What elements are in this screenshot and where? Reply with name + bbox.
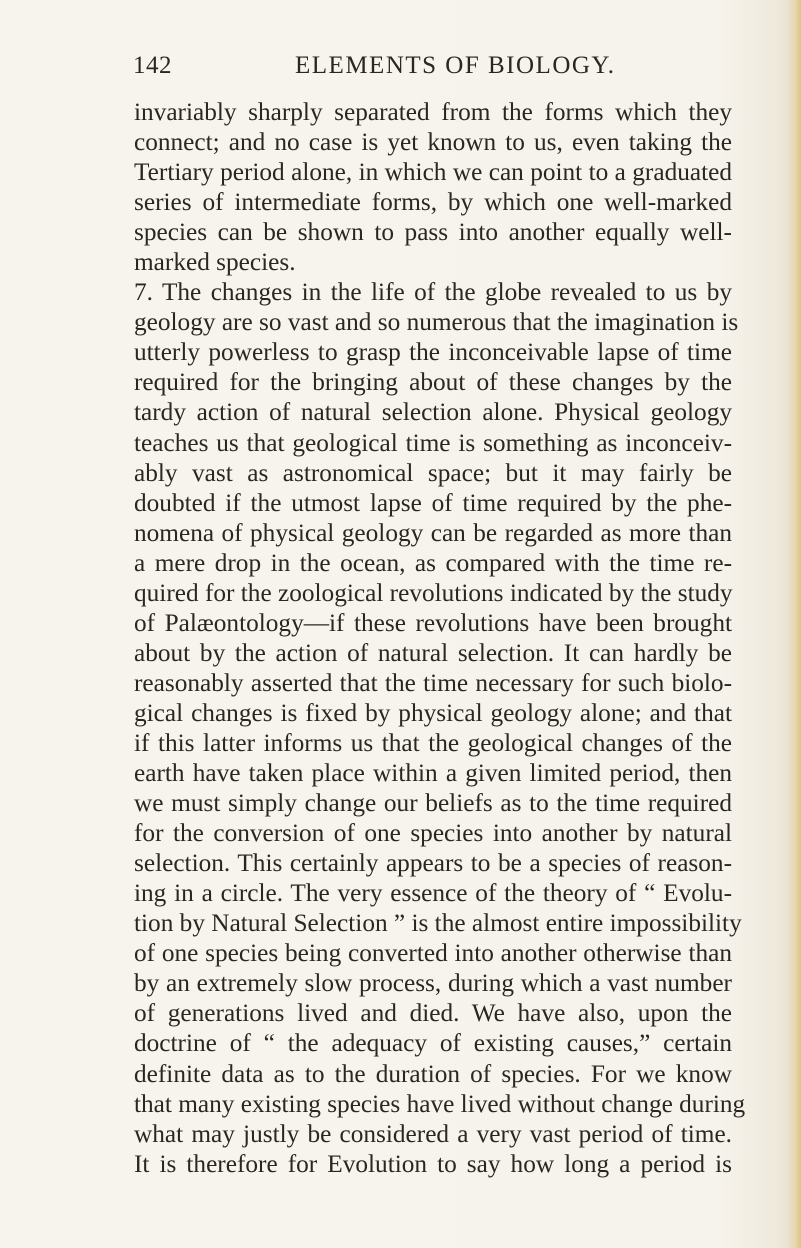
- text-line: teaches us that geological time is something as inconceiv-: [134, 428, 732, 457]
- text-line: quired for the zoological revolutions indicated by the study: [134, 578, 733, 607]
- text-line: nomena of physical geology can be regarded as more than: [134, 518, 732, 547]
- text-line: 7. The changes in the life of the globe revealed to us by: [134, 278, 732, 307]
- text-line: invariably sharply separated from the forms which they: [134, 98, 732, 126]
- page-edge-shadow: [787, 0, 801, 1248]
- text-line: tardy action of natural selection alone. Physical geology: [134, 398, 732, 427]
- text-line: reasonably asserted that the time necessary for such biolo-: [134, 668, 732, 697]
- text-line: of generations lived and died. We have also, upon the: [134, 999, 732, 1028]
- text-line: by an extremely slow process, during which a vast number: [134, 969, 732, 998]
- page-number: 142: [133, 52, 172, 79]
- text-line: for the conversion of one species into another by natural: [134, 819, 732, 848]
- text-line: what may justly be considered a very vast period of time.: [134, 1119, 732, 1148]
- text-line: It is therefore for Evolution to say how long a period is: [134, 1149, 732, 1178]
- text-line: doubted if the utmost lapse of time required by the phe-: [134, 488, 732, 517]
- text-line: of Palæontology—if these revolutions have been brought: [134, 608, 732, 637]
- text-line: if this latter informs us that the geological changes of the: [134, 728, 732, 757]
- text-line: ably vast as astronomical space; but it may fairly be: [134, 458, 732, 487]
- text-line: a mere drop in the ocean, as compared with the time re-: [134, 548, 732, 577]
- text-line: gical changes is fixed by physical geology alone; and that: [134, 698, 732, 727]
- text-line: geology are so vast and so numerous that the imagination is: [134, 308, 739, 337]
- text-line: selection. This certainly appears to be a species of reason-: [134, 849, 732, 878]
- text-line: required for the bringing about of these changes by the: [134, 368, 732, 397]
- text-line: utterly powerless to grasp the inconceivable lapse of time: [134, 338, 732, 367]
- text-line: tion by Natural Selection ” is the almost entire impossibility: [134, 909, 742, 938]
- body-text: [134, 97, 746, 1179]
- text-line: of one species being converted into another otherwise than: [134, 939, 732, 968]
- text-line: ing in a circle. The very essence of the theory of “ Evolu-: [134, 879, 732, 908]
- text-line: doctrine of “ the adequacy of existing causes,” certain: [134, 1029, 732, 1058]
- text-line: species can be shown to pass into another equally well-: [134, 218, 732, 247]
- text-line: connect; and no case is yet known to us, even taking the: [134, 128, 732, 157]
- text-line: earth have taken place within a given limited period, then: [134, 759, 732, 788]
- text-line: Tertiary period alone, in which we can point to a graduated: [134, 158, 732, 187]
- text-line: that many existing species have lived without change during: [134, 1089, 746, 1118]
- page-header: [133, 52, 731, 86]
- text-line: series of intermediate forms, by which one well-marked: [134, 188, 732, 217]
- text-line: about by the action of natural selection. It can hardly be: [134, 638, 732, 667]
- text-line: marked species.: [134, 248, 296, 277]
- text-line: we must simply change our beliefs as to the time required: [134, 789, 732, 818]
- text-line: definite data as to the duration of species. For we know: [134, 1059, 732, 1088]
- running-head: ELEMENTS OF BIOLOGY.: [295, 52, 616, 79]
